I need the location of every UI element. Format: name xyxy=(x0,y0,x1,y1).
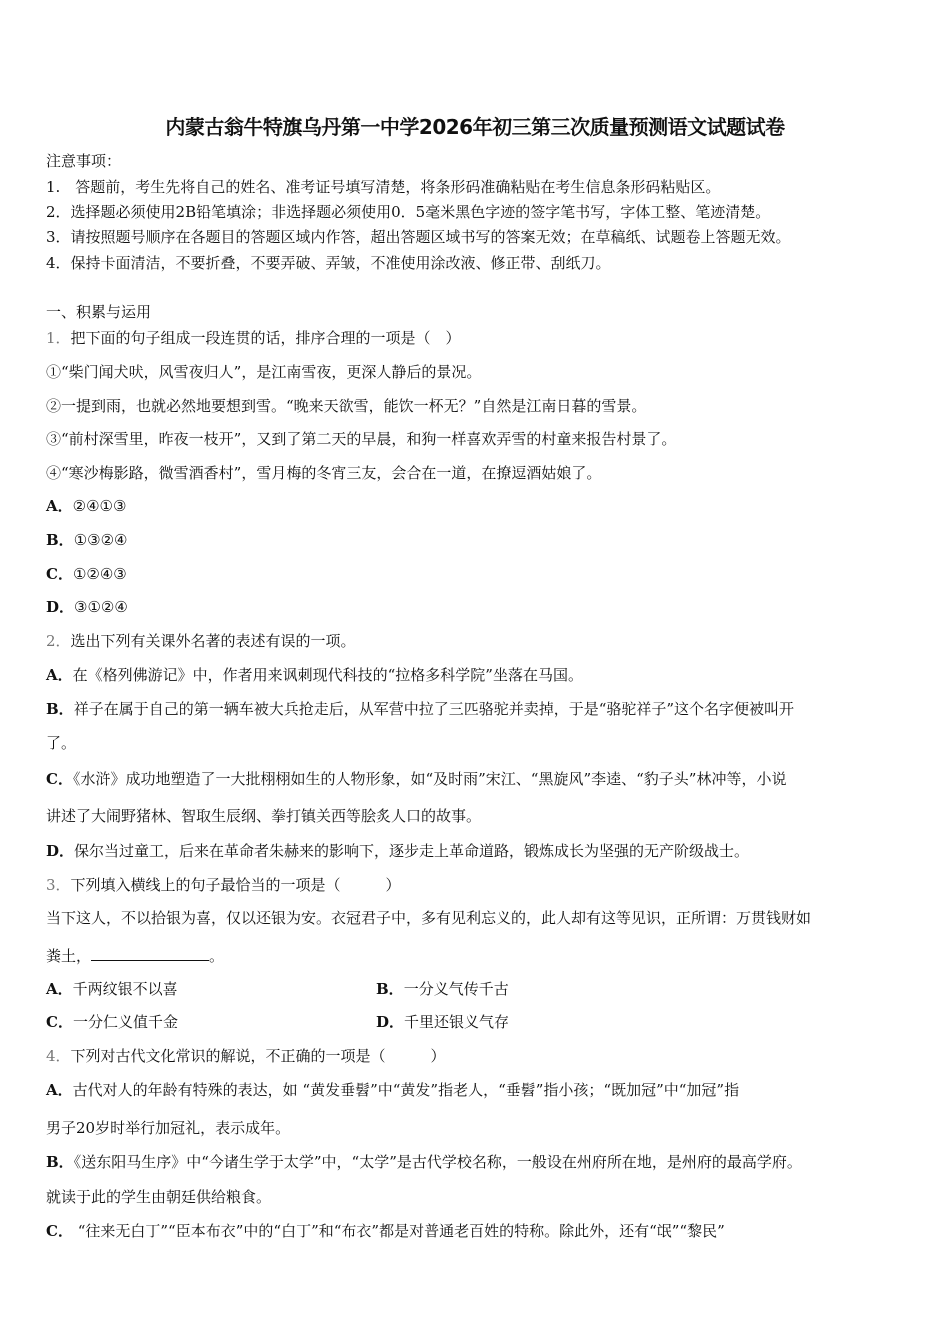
question-number: 4． xyxy=(46,1047,71,1065)
option-c xyxy=(46,769,786,789)
option-c-continued: 讲述了大闹野猪林、智取生辰纲、拳打镇关西等脍炙人口的故事。 xyxy=(46,807,482,825)
question-text: 选出下列有关课外名著的表述有误的一项。 xyxy=(70,632,356,650)
option-label: B． xyxy=(46,1153,74,1171)
option-label: C． xyxy=(46,770,73,788)
option-b-continued: 了。 xyxy=(46,734,77,752)
option-text: 保尔当过童工，后来在革命者朱赫来的影响下，逐步走上革命道路，锻炼成长为坚强的无产阶级战士。 xyxy=(74,842,750,860)
option-b xyxy=(376,979,509,999)
question-1-stem xyxy=(46,328,461,348)
notice-item: 2．选择题必须使用2B铅笔填涂；非选择题必须使用0．5毫米黑色字迹的签字笔书写，字体工整、笔迹清楚。 xyxy=(46,203,771,221)
question-text: 下列对古代文化常识的解说，不正确的一项是（ ） xyxy=(70,1047,446,1065)
option-text: ②④①③ xyxy=(72,497,127,515)
notice-item: 1. 答题前，考生先将自己的姓名、准考证号填写清楚，将条形码准确粘贴在考生信息条形码粘贴区。 xyxy=(46,178,721,196)
option-a xyxy=(46,979,178,999)
option-label: B． xyxy=(46,700,74,718)
option-label: A． xyxy=(46,497,73,515)
sentence: ②一提到雨，也就必然地要想到雪。“晚来天欲雪，能饮一杯无？”自然是江南日暮的雪景。 xyxy=(46,397,647,415)
option-label: C． xyxy=(46,1013,73,1031)
option-d xyxy=(46,841,749,861)
passage-continued xyxy=(46,946,224,966)
sentence: ④“寒沙梅影路，微雪酒香村”，雪月梅的冬宵三友，会合在一道，在撩逗酒姑娘了。 xyxy=(46,464,602,482)
question-number: 2． xyxy=(46,632,71,650)
option-label: C． xyxy=(46,565,73,583)
question-number: 1． xyxy=(46,329,71,347)
fill-blank xyxy=(91,946,209,961)
sentence: ①“柴门闻犬吠，风雪夜归人”，是江南雪夜，更深人静后的景况。 xyxy=(46,363,482,381)
option-label: C． xyxy=(46,1222,73,1240)
question-text: 把下面的句子组成一段连贯的话，排序合理的一项是（ ） xyxy=(70,329,461,347)
option-text: 一分仁义值千金 xyxy=(72,1013,178,1031)
option-label: B． xyxy=(376,980,404,998)
option-label: A． xyxy=(46,666,73,684)
question-number: 3． xyxy=(46,876,71,894)
notice-item: 4．保持卡面清洁，不要折叠，不要弄破、弄皱，不准使用涂改液、修正带、刮纸刀。 xyxy=(46,254,611,272)
page-title: 内蒙古翁牛特旗乌丹第一中学2026年初三第三次质量预测语文试题试卷 xyxy=(165,115,785,139)
option-text: 在《格列佛游记》中，作者用来讽刺现代科技的“拉格多科学院”坐落在马国。 xyxy=(72,666,583,684)
option-text: “往来无白丁”“臣本布衣”中的“白丁”和“布衣”都是对普通老百姓的特称。除此外，还有“氓”“黎民” xyxy=(72,1222,725,1240)
option-label: D． xyxy=(46,598,75,616)
question-text: 下列填入横线上的句子最恰当的一项是（ ） xyxy=(70,876,401,894)
passage-text: 粪土， xyxy=(46,947,92,965)
option-a xyxy=(46,665,583,685)
option-c xyxy=(46,564,127,584)
option-text: ①②④③ xyxy=(72,565,127,583)
option-label: B． xyxy=(46,531,74,549)
option-a xyxy=(46,496,126,516)
option-text: ①③②④ xyxy=(73,531,128,549)
option-text: 古代对人的年龄有特殊的表达，如 “黄发垂髫”中“黄发”指老人，“垂髫”指小孩；“既加冠”中“加冠”指 xyxy=(72,1081,740,1099)
passage-end: 。 xyxy=(209,947,225,965)
option-text: 千里还银义气存 xyxy=(404,1013,510,1031)
option-label: A． xyxy=(46,1081,73,1099)
option-text: 祥子在属于自己的第一辆车被大兵抢走后，从军营中拉了三匹骆驼并卖掉，于是“骆驼祥子”这个名字便被叫开 xyxy=(73,700,795,718)
option-b-continued: 就读于此的学生由朝廷供给粮食。 xyxy=(46,1188,272,1206)
option-text: 一分义气传千古 xyxy=(403,980,509,998)
option-text: 《送东阳马生序》中“今诸生学于太学”中，“太学”是古代学校名称，一般设在州府所在地，是州府的最高学府。 xyxy=(73,1153,802,1171)
option-d xyxy=(46,597,128,617)
option-b xyxy=(46,530,127,550)
option-label: A． xyxy=(46,980,73,998)
option-a-continued: 男子20岁时举行加冠礼，表示成年。 xyxy=(46,1119,291,1137)
option-text: ③①②④ xyxy=(74,598,128,616)
option-text: 《水浒》成功地塑造了一大批栩栩如生的人物形象，如“及时雨”宋江、“黑旋风”李逵、“豹子头”林冲等，小说 xyxy=(72,770,787,788)
option-label: D． xyxy=(376,1013,405,1031)
question-4-stem xyxy=(46,1046,446,1066)
option-b xyxy=(46,699,794,719)
question-3-stem xyxy=(46,875,401,895)
option-d xyxy=(376,1012,509,1032)
option-label: D． xyxy=(46,842,75,860)
option-text: 千两纹银不以喜 xyxy=(72,980,178,998)
option-a xyxy=(46,1080,739,1100)
section-heading: 一、积累与运用 xyxy=(46,303,152,321)
option-b xyxy=(46,1152,802,1172)
passage: 当下这人，不以拾银为喜，仅以还银为安。衣冠君子中，多有见利忘义的，此人却有这等见识，正所谓：万贯钱财如 xyxy=(46,909,812,927)
question-2-stem xyxy=(46,631,356,651)
option-c xyxy=(46,1221,725,1241)
sentence: ③“前村深雪里，昨夜一枝开”，又到了第二天的早晨，和狗一样喜欢弄雪的村童来报告村景了。 xyxy=(46,430,677,448)
notice-heading: 注意事项： xyxy=(46,152,122,170)
option-c xyxy=(46,1012,178,1032)
notice-item: 3．请按照题号顺序在各题目的答题区域内作答，超出答题区域书写的答案无效；在草稿纸、试题卷上答题无效。 xyxy=(46,228,791,246)
